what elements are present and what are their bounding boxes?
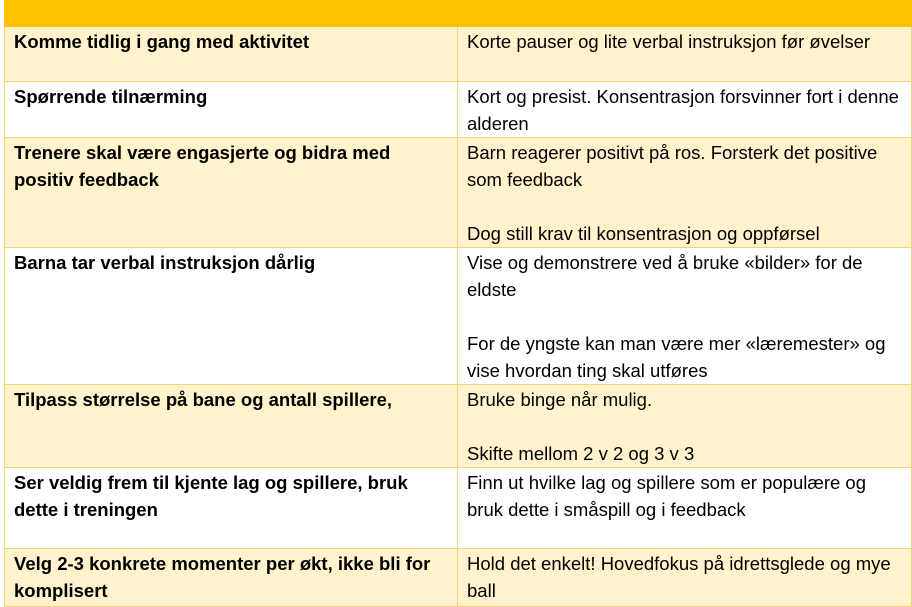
advice-text: Vise og demonstrere ved å bruke «bilder» for de eldste	[467, 252, 863, 300]
table-header-row	[5, 1, 912, 27]
paragraph-gap	[467, 303, 902, 330]
advice-text: Hold det enkelt! Hovedfokus på idrettsglede og mye ball	[467, 553, 891, 601]
advice-text: Dog still krav til konsentrasjon og oppførsel	[467, 223, 820, 244]
row-advice	[458, 248, 912, 385]
table-row	[5, 248, 912, 385]
advice-text: Finn ut hvilke lag og spillere som er populære og bruk dette i småspill og i feedback	[467, 472, 866, 520]
advice-text: Barn reagerer positivt på ros. Forsterk det positive som feedback	[467, 142, 878, 190]
paragraph-gap	[467, 413, 902, 440]
table-row	[5, 27, 912, 82]
row-topic: Barna tar verbal instruksjon dårlig	[5, 248, 458, 385]
row-advice	[458, 468, 912, 549]
advice-text: For de yngste kan man være mer «læremester» og vise hvordan ting skal utføres	[467, 333, 886, 381]
row-advice	[458, 549, 912, 607]
guidelines-table	[4, 0, 912, 607]
row-advice	[458, 138, 912, 248]
paragraph-gap	[467, 193, 902, 220]
table-row	[5, 138, 912, 248]
row-advice	[458, 27, 912, 82]
row-advice	[458, 385, 912, 468]
advice-text: Korte pauser og lite verbal instruksjon før øvelser	[467, 31, 871, 52]
advice-text: Kort og presist. Konsentrasjon forsvinner fort i denne alderen	[467, 86, 899, 134]
table-row	[5, 549, 912, 607]
row-topic: Trenere skal være engasjerte og bidra med positiv feedback	[5, 138, 458, 248]
table-row	[5, 385, 912, 468]
row-topic: Ser veldig frem til kjente lag og spillere, bruk dette i treningen	[5, 468, 458, 549]
header-cell-left	[5, 1, 458, 27]
table-row	[5, 468, 912, 549]
row-topic: Tilpass størrelse på bane og antall spillere,	[5, 385, 458, 468]
header-cell-right	[458, 1, 912, 27]
advice-text: Bruke binge når mulig.	[467, 389, 653, 410]
row-advice	[458, 82, 912, 138]
row-topic: Velg 2-3 konkrete momenter per økt, ikke bli for komplisert	[5, 549, 458, 607]
table-row	[5, 82, 912, 138]
advice-text: Skifte mellom 2 v 2 og 3 v 3	[467, 443, 695, 464]
row-topic: Komme tidlig i gang med aktivitet	[5, 27, 458, 82]
row-topic: Spørrende tilnærming	[5, 82, 458, 138]
